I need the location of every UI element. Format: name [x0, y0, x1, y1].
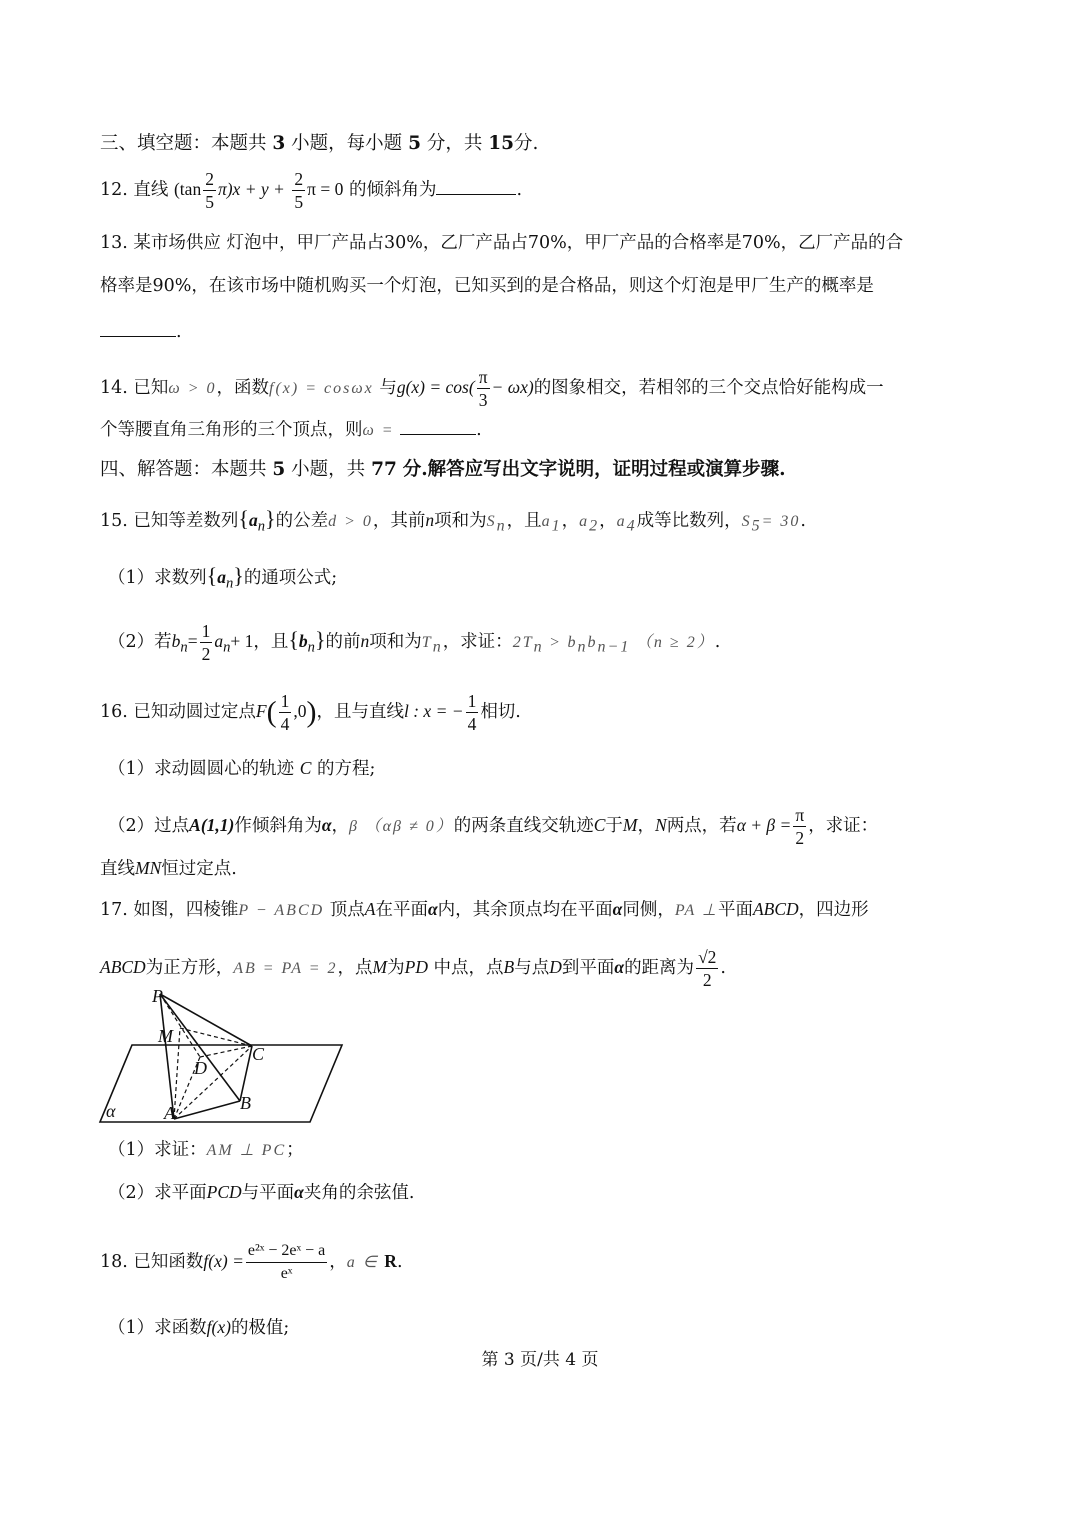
plane-alpha	[100, 1045, 342, 1122]
question-18-part1: （1）求函数f(x)的极值;	[108, 1317, 290, 1338]
question-12: 12. 直线 (tan $\frac{2}{5}$ π)x + y + $\frac{2}{5}$ π = 0 的倾斜角为 .	[100, 169, 523, 212]
pyramid-figure	[98, 982, 348, 1127]
edge-PC	[160, 994, 252, 1046]
question-13-line3: .	[100, 318, 182, 344]
question-16-part2: （2）过点A(1,1)作倾斜角为α，β （αβ ≠ 0）的两条直线交轨迹C于M，N两点，若α + β = $\frac{\pi}{2}$ ，求证：	[108, 805, 879, 848]
label-B: B	[240, 1093, 251, 1113]
page-footer: 第 3 页/共 4 页	[481, 1350, 599, 1370]
label-M: M	[158, 1026, 173, 1046]
label-alpha: α	[106, 1101, 116, 1121]
question-14-line1: 14. 已知ω > 0，函数f(x) = cosωx 与g(x) = cos( $\frac{\pi}{3}$ − ωx)的图象相交，若相邻的三个交点恰好能构成一	[100, 367, 884, 410]
edge-AB	[174, 1101, 240, 1119]
question-13-line1: 13. 某市场供应 灯泡中，甲厂产品占30%，乙厂产品占70%，甲厂产品的合格率是70%，乙厂产品的合	[100, 233, 904, 253]
question-18: 18. 已知函数f(x) = $\frac{\text{e²ˣ − 2eˣ − a}}{\text{eˣ}}$ ，a ∈ R.	[100, 1242, 403, 1282]
label-P: P	[152, 986, 163, 1006]
section4-heading: 四、解答题：本题共 5 小题，共 77 分.解答应写出文字说明，证明过程或演算步骤.	[100, 459, 786, 480]
question-17-part2: （2）求平面PCD与平面α夹角的余弦值.	[108, 1182, 415, 1203]
question-15: 15. 已知等差数列$\{a_n\}$的公差d > 0，其前n项和为$S_n$，且$a_1$，$a_2$，$a_4$成等比数列，$S_5= 30$.	[100, 506, 806, 535]
question-14-line2: 个等腰直角三角形的三个顶点，则ω = .	[100, 416, 482, 443]
answer-blank[interactable]	[100, 318, 176, 337]
question-16-part1: （1）求动圆圆心的轨迹 C 的方程;	[108, 758, 376, 779]
question-15-part1: （1）求数列$\{a_n\}$的通项公式;	[108, 563, 338, 592]
question-17-line2: ABCD为正方形，AB = PA = 2，点M为PD 中点，点B与点D到平面α的距离为 $\frac{√2}{2}$ .	[100, 947, 726, 990]
question-13-line2: 格率是90%，在该市场中随机购买一个灯泡，已知买到的是合格品，则这个灯泡是甲厂生产的概率是	[100, 276, 874, 296]
question-15-part2: （2）若$b_n=$ $\frac{1}{2}$ $a_n+ 1$，且$\{b_n\}$的前n项和为$T_n$，求证：$2T_n > b_nb_{n-1}$ （n ≥ 2）.	[108, 621, 721, 664]
section3-heading: 三、填空题：本题共 3 小题，每小题 5 分，共 15分.	[100, 133, 539, 154]
answer-blank[interactable]	[400, 416, 476, 435]
label-A: A	[164, 1103, 175, 1123]
edge-PB	[160, 994, 240, 1101]
edge-DC	[200, 1046, 252, 1057]
question-17-part1: （1）求证：AM ⊥ PC；	[108, 1140, 304, 1160]
question-16-part2-line2: 直线MN恒过定点.	[100, 858, 237, 879]
question-16: 16. 已知动圆过定点F( $\frac{1}{4}$ ,0)，且与直线l : x = − $\frac{1}{4}$ 相切.	[100, 691, 521, 734]
question-17-line1: 17. 如图，四棱锥P − ABCD 顶点A在平面α内，其余顶点均在平面α同侧，PA ⊥平面ABCD，四边形	[100, 899, 869, 920]
label-D: D	[194, 1058, 207, 1078]
answer-blank[interactable]	[436, 176, 516, 195]
label-C: C	[252, 1044, 265, 1064]
